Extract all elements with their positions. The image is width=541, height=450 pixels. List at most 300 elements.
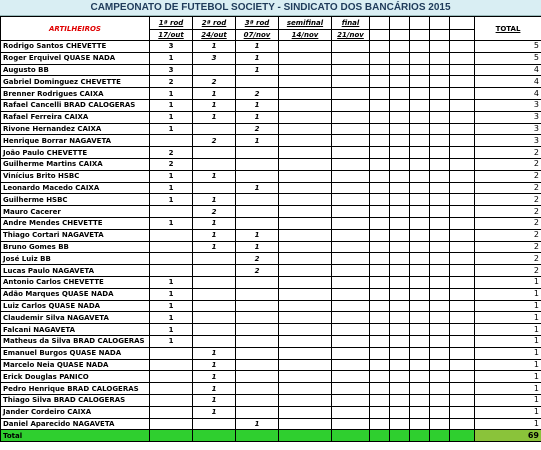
empty-cell xyxy=(450,170,475,182)
round-3-goals xyxy=(236,217,279,229)
round-1-goals: 1 xyxy=(150,111,193,123)
empty-cell xyxy=(430,52,450,64)
final-goals xyxy=(332,64,370,76)
scorer-total: 4 xyxy=(475,76,541,88)
round-3-goals xyxy=(236,170,279,182)
empty-cell xyxy=(410,88,430,100)
scorer-name: Leonardo Macedo CAIXA xyxy=(1,182,150,194)
scorer-total: 3 xyxy=(475,135,541,147)
table-row xyxy=(1,41,541,53)
scorer-name: Rodrigo Santos CHEVETTE xyxy=(1,41,150,53)
empty-cell xyxy=(370,229,390,241)
empty-cell xyxy=(410,217,430,229)
empty-cell xyxy=(370,76,390,88)
table-row xyxy=(1,194,541,206)
scorer-name: Lucas Paulo NAGAVETA xyxy=(1,265,150,277)
scorer-total: 2 xyxy=(475,241,541,253)
round-3-goals: 1 xyxy=(236,41,279,53)
round-1-goals xyxy=(150,418,193,430)
empty-cell xyxy=(410,52,430,64)
empty-cell xyxy=(450,99,475,111)
empty-cell xyxy=(450,253,475,265)
round-1-goals: 1 xyxy=(150,335,193,347)
scorer-total: 4 xyxy=(475,64,541,76)
round-2-goals: 1 xyxy=(193,88,236,100)
empty-cell xyxy=(370,194,390,206)
semifinal-goals xyxy=(279,288,332,300)
empty-cell xyxy=(370,312,390,324)
semifinal-goals xyxy=(279,324,332,336)
scorer-total: 2 xyxy=(475,206,541,218)
empty-cell xyxy=(370,288,390,300)
table-row xyxy=(1,241,541,253)
table-row xyxy=(1,76,541,88)
scorer-name: Mauro Cacerer xyxy=(1,206,150,218)
table-row xyxy=(1,394,541,406)
round-2-goals xyxy=(193,147,236,159)
scorer-total: 1 xyxy=(475,335,541,347)
final-label: final xyxy=(332,17,370,30)
empty-cell xyxy=(390,111,410,123)
empty-cell xyxy=(430,359,450,371)
table-row xyxy=(1,335,541,347)
empty-cell xyxy=(450,406,475,418)
scorer-total: 2 xyxy=(475,182,541,194)
empty-cell xyxy=(450,288,475,300)
final-goals xyxy=(332,170,370,182)
empty-cell xyxy=(390,288,410,300)
semifinal-goals xyxy=(279,265,332,277)
final-goals xyxy=(332,418,370,430)
round-3-goals xyxy=(236,288,279,300)
empty-cell xyxy=(370,64,390,76)
round-3-goals xyxy=(236,359,279,371)
scorer-name: Thiago Silva BRAD CALOGERAS xyxy=(1,394,150,406)
round-2-goals: 1 xyxy=(193,170,236,182)
empty-cell xyxy=(410,64,430,76)
semifinal-goals xyxy=(279,123,332,135)
semifinal-date: 14/nov xyxy=(279,30,332,41)
empty-cell xyxy=(430,383,450,395)
scorer-total: 1 xyxy=(475,288,541,300)
empty-cell xyxy=(430,206,450,218)
empty-cell xyxy=(370,265,390,277)
empty-cell xyxy=(450,276,475,288)
empty-cell xyxy=(410,135,430,147)
scorer-total: 2 xyxy=(475,253,541,265)
empty-cell xyxy=(450,123,475,135)
table-row xyxy=(1,288,541,300)
empty-cell xyxy=(370,111,390,123)
empty-cell xyxy=(410,99,430,111)
semifinal-goals xyxy=(279,418,332,430)
final-goals xyxy=(332,288,370,300)
semifinal-goals xyxy=(279,335,332,347)
empty-cell xyxy=(390,324,410,336)
empty-cell xyxy=(430,300,450,312)
scorer-name: Gabriel Dominguez CHEVETTE xyxy=(1,76,150,88)
scorer-total: 1 xyxy=(475,418,541,430)
round-1-date: 17/out xyxy=(150,30,193,41)
semifinal-goals xyxy=(279,241,332,253)
empty-cell xyxy=(430,276,450,288)
round-3-goals: 1 xyxy=(236,418,279,430)
empty-cell xyxy=(390,312,410,324)
semifinal-goals xyxy=(279,52,332,64)
empty-cell xyxy=(410,300,430,312)
round-1-goals xyxy=(150,253,193,265)
empty-cell xyxy=(390,147,410,159)
semifinal-goals xyxy=(279,276,332,288)
scorer-total: 1 xyxy=(475,371,541,383)
round-1-goals: 1 xyxy=(150,324,193,336)
empty-cell xyxy=(390,182,410,194)
table-row xyxy=(1,217,541,229)
scorer-total: 1 xyxy=(475,276,541,288)
empty-cell xyxy=(410,406,430,418)
scorer-name: Rafael Cancelli BRAD CALOGERAS xyxy=(1,99,150,111)
empty-cell xyxy=(410,276,430,288)
final-goals xyxy=(332,99,370,111)
table-row xyxy=(1,135,541,147)
empty-cell xyxy=(450,182,475,194)
semifinal-goals xyxy=(279,217,332,229)
empty-cell xyxy=(410,324,430,336)
final-goals xyxy=(332,182,370,194)
scorer-name: Augusto BB xyxy=(1,64,150,76)
empty-cell xyxy=(450,241,475,253)
empty-cell xyxy=(390,394,410,406)
empty-cell xyxy=(370,406,390,418)
round-2-goals: 1 xyxy=(193,217,236,229)
semifinal-goals xyxy=(279,76,332,88)
empty-cell xyxy=(370,41,390,53)
table-row xyxy=(1,383,541,395)
final-goals xyxy=(332,347,370,359)
round-2-goals xyxy=(193,253,236,265)
semifinal-goals xyxy=(279,158,332,170)
scorer-name: Andre Mendes CHEVETTE xyxy=(1,217,150,229)
round-2-label: 2ª rod xyxy=(193,17,236,30)
empty-cell xyxy=(430,253,450,265)
empty-cell xyxy=(390,123,410,135)
empty-cell xyxy=(370,276,390,288)
final-goals xyxy=(332,147,370,159)
round-2-goals xyxy=(193,276,236,288)
empty-cell xyxy=(450,300,475,312)
empty-cell xyxy=(370,135,390,147)
scorer-name: Daniel Aparecido NAGAVETA xyxy=(1,418,150,430)
table-row xyxy=(1,147,541,159)
scorers-table xyxy=(0,16,541,442)
scorer-name: Bruno Gomes BB xyxy=(1,241,150,253)
final-goals xyxy=(332,406,370,418)
final-goals xyxy=(332,52,370,64)
table-row xyxy=(1,300,541,312)
empty-cell xyxy=(430,135,450,147)
empty-cell xyxy=(450,147,475,159)
empty-cell xyxy=(450,418,475,430)
empty-cell xyxy=(370,217,390,229)
empty-cell xyxy=(450,64,475,76)
empty-cell xyxy=(450,347,475,359)
empty-cell xyxy=(450,335,475,347)
empty-cell xyxy=(430,335,450,347)
round-2-goals xyxy=(193,335,236,347)
semifinal-goals xyxy=(279,88,332,100)
semifinal-label: semifinal xyxy=(279,17,332,30)
scorer-total: 2 xyxy=(475,217,541,229)
empty-cell xyxy=(390,170,410,182)
empty-cell xyxy=(430,64,450,76)
final-goals xyxy=(332,312,370,324)
scorer-name: José Luiz BB xyxy=(1,253,150,265)
table-row xyxy=(1,88,541,100)
empty-cell xyxy=(430,182,450,194)
semifinal-goals xyxy=(279,312,332,324)
final-goals xyxy=(332,41,370,53)
empty-cell xyxy=(370,394,390,406)
empty-cell xyxy=(430,194,450,206)
scorer-total: 2 xyxy=(475,158,541,170)
empty-cell xyxy=(370,371,390,383)
round-1-goals: 1 xyxy=(150,312,193,324)
empty-cell xyxy=(430,394,450,406)
empty-cell xyxy=(390,135,410,147)
round-1-goals: 1 xyxy=(150,300,193,312)
empty-cell xyxy=(410,288,430,300)
scorer-name: Pedro Henrique BRAD CALOGERAS xyxy=(1,383,150,395)
empty-cell xyxy=(370,182,390,194)
final-goals xyxy=(332,335,370,347)
empty-cell xyxy=(430,241,450,253)
empty-cell xyxy=(390,347,410,359)
final-goals xyxy=(332,265,370,277)
empty-cell xyxy=(410,194,430,206)
empty-cell xyxy=(410,158,430,170)
empty-cell xyxy=(430,288,450,300)
empty-cell xyxy=(410,312,430,324)
total-header: TOTAL xyxy=(475,17,541,41)
round-2-goals xyxy=(193,123,236,135)
scorer-total: 2 xyxy=(475,229,541,241)
scorer-name: Roger Erquivel QUASE NADA xyxy=(1,52,150,64)
round-3-label: 3ª rod xyxy=(236,17,279,30)
round-3-goals xyxy=(236,324,279,336)
round-1-goals xyxy=(150,265,193,277)
empty-cell xyxy=(390,194,410,206)
table-row xyxy=(1,111,541,123)
empty-cell xyxy=(430,265,450,277)
round-1-goals: 2 xyxy=(150,147,193,159)
table-row xyxy=(1,418,541,430)
empty-cell xyxy=(430,99,450,111)
empty-cell xyxy=(450,359,475,371)
round-1-goals xyxy=(150,229,193,241)
semifinal-goals xyxy=(279,64,332,76)
final-goals xyxy=(332,324,370,336)
scorer-total: 3 xyxy=(475,123,541,135)
empty-cell xyxy=(430,147,450,159)
table-row xyxy=(1,253,541,265)
scorer-name: Matheus da Silva BRAD CALOGERAS xyxy=(1,335,150,347)
round-1-goals xyxy=(150,394,193,406)
final-goals xyxy=(332,88,370,100)
table-row xyxy=(1,123,541,135)
round-3-goals: 1 xyxy=(236,229,279,241)
scorer-name: Falcani NAGAVETA xyxy=(1,324,150,336)
empty-cell xyxy=(450,394,475,406)
empty-cell xyxy=(370,147,390,159)
table-row xyxy=(1,229,541,241)
empty-cell xyxy=(450,229,475,241)
table-row xyxy=(1,371,541,383)
empty-cell xyxy=(450,371,475,383)
final-goals xyxy=(332,383,370,395)
empty-cell xyxy=(430,418,450,430)
semifinal-goals xyxy=(279,300,332,312)
round-1-goals: 1 xyxy=(150,170,193,182)
semifinal-goals xyxy=(279,383,332,395)
empty-cell xyxy=(450,111,475,123)
scorer-total: 2 xyxy=(475,194,541,206)
final-goals xyxy=(332,135,370,147)
empty-cell xyxy=(370,170,390,182)
round-3-goals: 1 xyxy=(236,52,279,64)
empty-cell xyxy=(370,253,390,265)
semifinal-goals xyxy=(279,41,332,53)
empty-cell xyxy=(450,158,475,170)
scorer-total: 1 xyxy=(475,383,541,395)
empty-cell xyxy=(430,88,450,100)
empty-cell xyxy=(370,123,390,135)
scorer-name: Thiago Cortari NAGAVETA xyxy=(1,229,150,241)
round-2-goals xyxy=(193,182,236,194)
empty-cell xyxy=(450,135,475,147)
empty-cell xyxy=(410,147,430,159)
round-2-goals xyxy=(193,64,236,76)
final-goals xyxy=(332,194,370,206)
empty-cell xyxy=(370,206,390,218)
empty-cell xyxy=(450,383,475,395)
scorer-total: 1 xyxy=(475,324,541,336)
empty-cell xyxy=(370,158,390,170)
empty-cell xyxy=(390,76,410,88)
round-1-goals xyxy=(150,359,193,371)
round-2-goals: 1 xyxy=(193,99,236,111)
round-1-goals: 1 xyxy=(150,123,193,135)
empty-cell xyxy=(370,99,390,111)
round-3-goals: 1 xyxy=(236,135,279,147)
total-value: 69 xyxy=(475,430,541,442)
semifinal-goals xyxy=(279,359,332,371)
final-goals xyxy=(332,206,370,218)
round-2-goals: 1 xyxy=(193,111,236,123)
round-3-goals: 2 xyxy=(236,265,279,277)
semifinal-goals xyxy=(279,229,332,241)
semifinal-goals xyxy=(279,147,332,159)
round-1-goals xyxy=(150,383,193,395)
empty-cell xyxy=(410,394,430,406)
scorer-total: 2 xyxy=(475,265,541,277)
round-1-goals: 1 xyxy=(150,88,193,100)
empty-cell xyxy=(390,99,410,111)
scorer-total: 5 xyxy=(475,41,541,53)
scorer-total: 1 xyxy=(475,312,541,324)
empty-cell xyxy=(450,76,475,88)
empty-cell xyxy=(450,312,475,324)
empty-cell xyxy=(390,158,410,170)
round-3-goals xyxy=(236,394,279,406)
table-row xyxy=(1,52,541,64)
empty-cell xyxy=(430,406,450,418)
table-row xyxy=(1,206,541,218)
scorer-total: 1 xyxy=(475,359,541,371)
table-row xyxy=(1,265,541,277)
scorer-total: 1 xyxy=(475,300,541,312)
empty-cell xyxy=(450,265,475,277)
artilheiros-header: ARTILHEIROS xyxy=(1,17,150,41)
empty-cell xyxy=(430,123,450,135)
semifinal-goals xyxy=(279,206,332,218)
empty-cell xyxy=(370,383,390,395)
scorer-name: Jander Cordeiro CAIXA xyxy=(1,406,150,418)
empty-cell xyxy=(410,253,430,265)
round-2-goals: 1 xyxy=(193,347,236,359)
scorer-name: Antonio Carlos CHEVETTE xyxy=(1,276,150,288)
empty-cell xyxy=(430,229,450,241)
round-3-goals: 1 xyxy=(236,64,279,76)
empty-cell xyxy=(430,347,450,359)
empty-cell xyxy=(410,206,430,218)
semifinal-goals xyxy=(279,135,332,147)
scorer-name: Adão Marques QUASE NADA xyxy=(1,288,150,300)
empty-cell xyxy=(370,335,390,347)
round-1-goals xyxy=(150,347,193,359)
round-1-goals xyxy=(150,406,193,418)
scorer-name: Rafael Ferreira CAIXA xyxy=(1,111,150,123)
empty-cell xyxy=(370,241,390,253)
empty-cell xyxy=(430,158,450,170)
empty-cell xyxy=(410,371,430,383)
empty-cell xyxy=(450,194,475,206)
semifinal-goals xyxy=(279,406,332,418)
final-goals xyxy=(332,217,370,229)
round-1-goals: 1 xyxy=(150,182,193,194)
empty-cell xyxy=(410,265,430,277)
round-3-goals xyxy=(236,147,279,159)
round-2-goals: 2 xyxy=(193,135,236,147)
semifinal-goals xyxy=(279,347,332,359)
empty-cell xyxy=(390,241,410,253)
empty-cell xyxy=(370,300,390,312)
final-goals xyxy=(332,158,370,170)
scorer-name: Marcelo Neia QUASE NADA xyxy=(1,359,150,371)
empty-cell xyxy=(450,52,475,64)
final-goals xyxy=(332,300,370,312)
round-3-goals xyxy=(236,276,279,288)
round-2-goals: 1 xyxy=(193,406,236,418)
scorer-name: Guilherme HSBC xyxy=(1,194,150,206)
table-row xyxy=(1,406,541,418)
semifinal-goals xyxy=(279,170,332,182)
round-3-goals xyxy=(236,347,279,359)
empty-cell xyxy=(370,347,390,359)
round-2-goals: 2 xyxy=(193,76,236,88)
table-row xyxy=(1,158,541,170)
scorer-total: 4 xyxy=(475,88,541,100)
scorer-name: Rivone Hernandez CAIXA xyxy=(1,123,150,135)
